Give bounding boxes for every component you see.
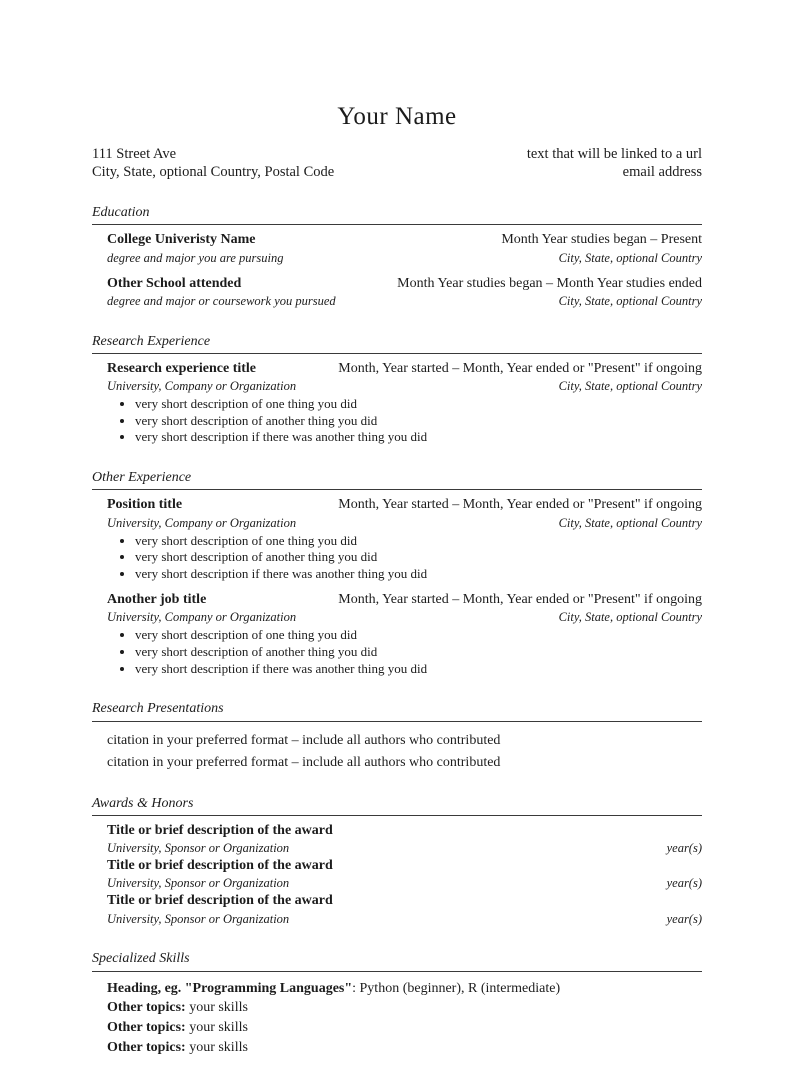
school-name: College Univeristy Name	[107, 232, 256, 248]
award-entry	[107, 857, 702, 892]
contact-block	[92, 145, 702, 181]
education-entry-subheader	[107, 293, 702, 310]
skill-value: your skills	[185, 1040, 248, 1056]
skill-label: Other topics:	[107, 1040, 186, 1056]
research-presentations-heading: Research Presentations	[92, 700, 702, 721]
award-org: University, Sponsor or Organization	[107, 876, 290, 891]
email-link[interactable]: email address	[622, 164, 702, 181]
education-entry-header	[107, 275, 702, 293]
skill-line	[107, 1019, 702, 1037]
experience-bullet-list	[107, 396, 702, 446]
research-experience-heading: Research Experience	[92, 333, 702, 354]
experience-entry	[107, 360, 702, 447]
skill-value: : Python (beginner), R (intermediate)	[352, 980, 561, 996]
bullet-item: • very short description of another thing you did	[135, 549, 702, 566]
section-skills	[92, 950, 702, 1057]
award-title: Title or brief description of the award	[107, 823, 333, 839]
experience-org: University, Company or Organization	[107, 378, 297, 393]
other-experience-body	[92, 490, 702, 677]
citation-line: citation in your preferred format – include all authors who contributed	[107, 754, 501, 770]
experience-bullet-list	[107, 533, 702, 583]
skill-label: Heading, eg. "Programming Languages"	[107, 980, 353, 996]
section-research-presentations	[92, 700, 702, 772]
page-title: Your Name	[337, 103, 457, 130]
skill-value: your skills	[185, 1000, 248, 1016]
award-entry	[107, 892, 702, 927]
bullet-item: • very short description if there was another thing you did	[135, 429, 702, 446]
experience-title: Research experience title	[107, 360, 257, 376]
section-other-experience	[92, 469, 702, 677]
education-entry-header	[107, 231, 702, 249]
education-location: City, State, optional Country	[558, 250, 702, 265]
bullet-item: • very short description if there was another thing you did	[135, 566, 702, 583]
address-line1: 111 Street Ave	[92, 146, 177, 162]
education-location: City, State, optional Country	[558, 293, 702, 308]
skills-heading: Specialized Skills	[92, 950, 702, 971]
experience-location: City, State, optional Country	[558, 610, 702, 625]
education-entry-subheader	[107, 250, 702, 267]
skill-value: your skills	[185, 1020, 248, 1036]
award-entry-subheader	[107, 840, 702, 857]
contact-links	[527, 145, 702, 181]
school-name: Other School attended	[107, 275, 242, 291]
award-org: University, Sponsor or Organization	[107, 841, 290, 856]
experience-dates: Month, Year started – Month, Year ended or "Present" if ongoing	[338, 591, 702, 607]
experience-bullet-list	[107, 627, 702, 677]
experience-entry-subheader	[107, 378, 702, 395]
address-line2: City, State, optional Country, Postal Code	[92, 164, 335, 181]
award-org: University, Sponsor or Organization	[107, 911, 290, 926]
other-experience-heading: Other Experience	[92, 469, 702, 490]
experience-org: University, Company or Organization	[107, 515, 297, 530]
experience-entry-header	[107, 360, 702, 378]
award-entry-subheader	[107, 911, 702, 928]
skill-label: Other topics:	[107, 1000, 186, 1016]
bullet-item: • very short description of one thing you did	[135, 533, 702, 550]
experience-entry-subheader	[107, 515, 702, 532]
award-entry	[107, 822, 702, 857]
award-title: Title or brief description of the award	[107, 858, 333, 874]
bullet-item: • very short description of one thing you did	[135, 396, 702, 413]
section-education	[92, 204, 702, 309]
skill-line	[107, 1039, 702, 1057]
section-awards	[92, 795, 702, 927]
experience-title: Another job title	[107, 591, 207, 607]
section-research-experience	[92, 333, 702, 447]
experience-entry-header	[107, 591, 702, 609]
experience-dates: Month, Year started – Month, Year ended or "Present" if ongoing	[338, 497, 702, 513]
award-years: year(s)	[666, 841, 702, 856]
experience-entry-header	[107, 496, 702, 514]
experience-entry	[107, 496, 702, 583]
degree-text: degree and major you are pursuing	[107, 250, 284, 265]
experience-dates: Month, Year started – Month, Year ended or "Present" if ongoing	[338, 360, 702, 376]
awards-body	[92, 816, 702, 927]
research-experience-body	[92, 354, 702, 447]
experience-org: University, Company or Organization	[107, 610, 297, 625]
experience-location: City, State, optional Country	[558, 515, 702, 530]
bullet-item: • very short description of one thing you did	[135, 627, 702, 644]
education-heading: Education	[92, 204, 702, 225]
award-entry-subheader	[107, 875, 702, 892]
skill-label: Other topics:	[107, 1020, 186, 1036]
skill-line	[107, 999, 702, 1017]
citation-line: citation in your preferred format – include all authors who contributed	[107, 732, 501, 748]
education-dates: Month Year studies began – Present	[501, 232, 702, 248]
education-entry	[107, 231, 702, 266]
url-link[interactable]: text that will be linked to a url	[526, 146, 702, 162]
education-dates: Month Year studies began – Month Year studies ended	[397, 275, 702, 291]
awards-heading: Awards & Honors	[92, 795, 702, 816]
experience-location: City, State, optional Country	[558, 378, 702, 393]
award-years: year(s)	[666, 876, 702, 891]
education-body	[92, 225, 702, 309]
skills-body	[92, 972, 702, 1058]
degree-text: degree and major or coursework you pursued	[107, 293, 336, 308]
bullet-item: • very short description if there was another thing you did	[135, 661, 702, 678]
bullet-item: • very short description of another thing you did	[135, 644, 702, 661]
skill-line	[107, 980, 702, 998]
award-years: year(s)	[666, 911, 702, 926]
experience-title: Position title	[107, 497, 183, 513]
award-title: Title or brief description of the award	[107, 893, 333, 909]
address-block	[92, 145, 334, 181]
experience-entry-subheader	[107, 609, 702, 626]
research-presentations-body	[92, 722, 702, 772]
experience-entry	[107, 591, 702, 678]
bullet-item: • very short description of another thing you did	[135, 413, 702, 430]
education-entry	[107, 275, 702, 310]
